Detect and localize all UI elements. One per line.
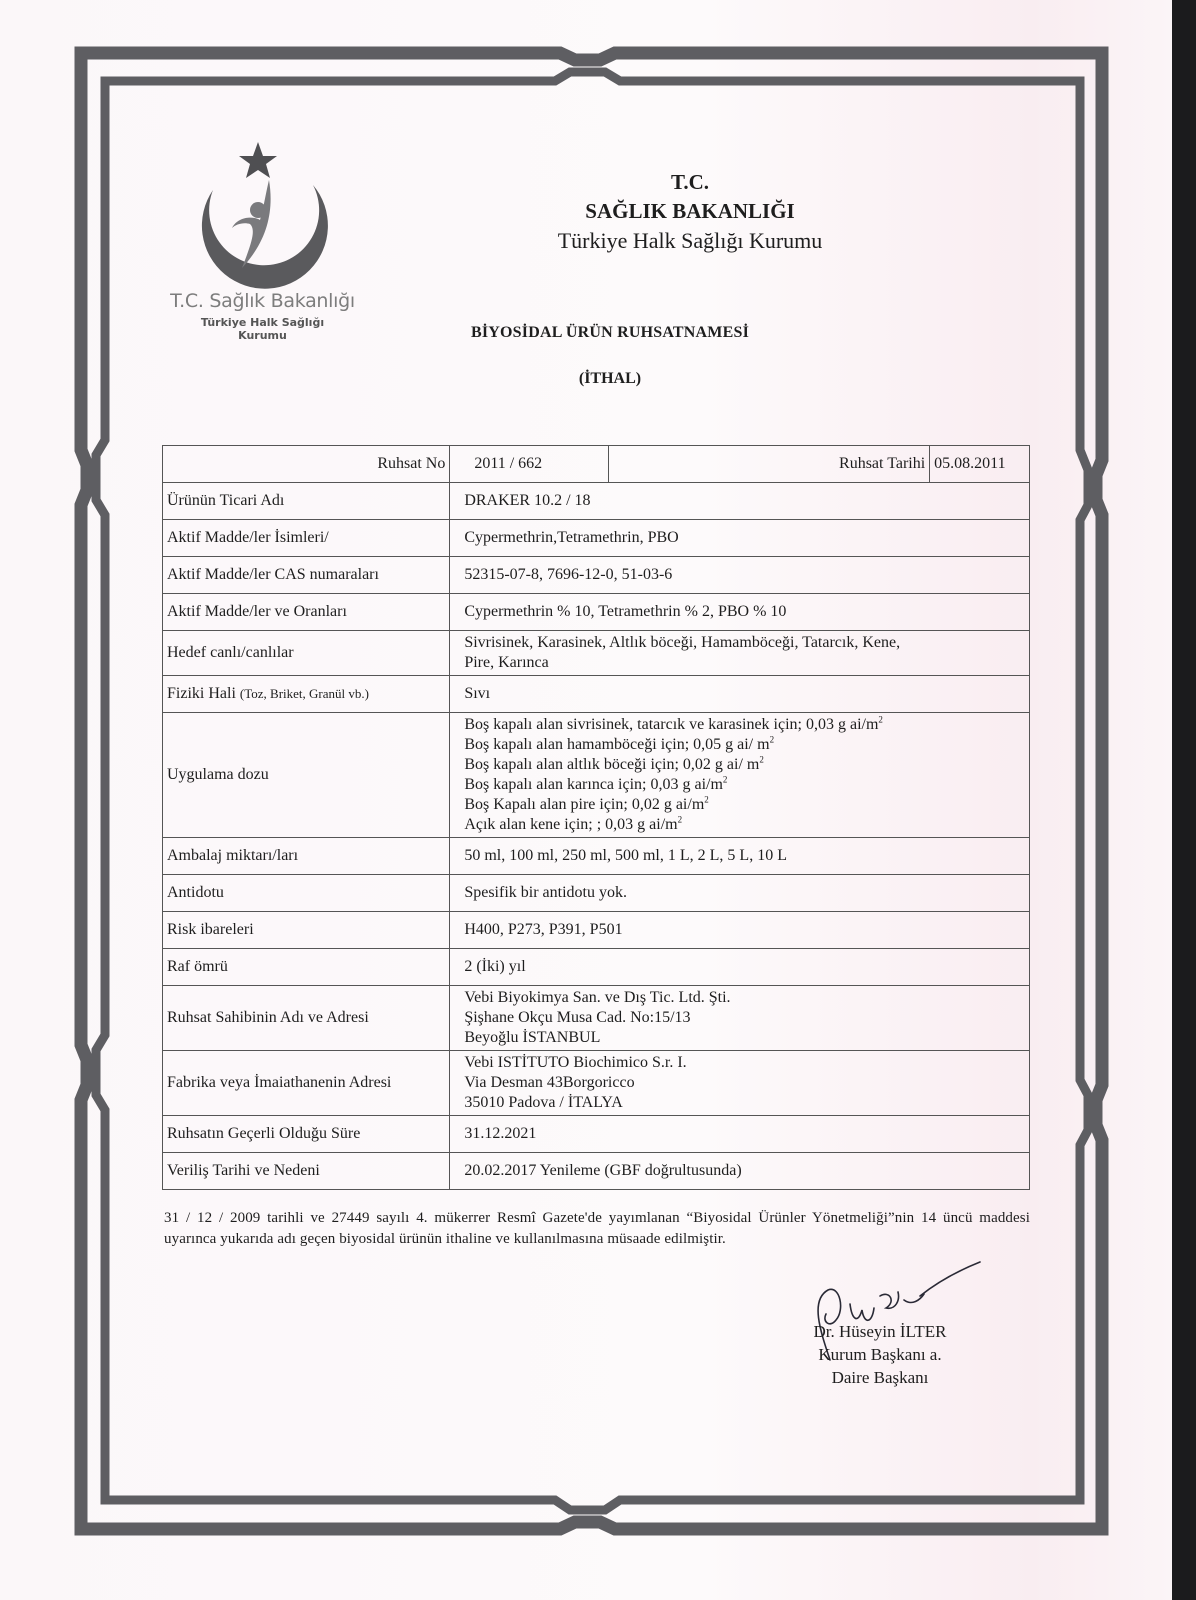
row-value: Cypermethrin % 10, Tetramethrin % 2, PBO % 10	[450, 594, 1030, 631]
approval-statement: 31 / 12 / 2009 tarihli ve 27449 sayılı 4. mükerrer Resmî Gazete'de yayımlanan “Biyosidal Ürünler Yönetmeliği”nin 14 üncü maddesi uyarınca yukarıda adı geçen biyosidal ürünün ithaline ve kullanılmasına müsaade edilmiştir.	[164, 1210, 1030, 1247]
row-value: Cypermethrin,Tetramethrin, PBO	[450, 520, 1030, 557]
row-value: 20.02.2017 Yenileme (GBF doğrultusunda)	[450, 1153, 1030, 1190]
table-row	[163, 676, 1030, 713]
document-subtitle: (İTHAL)	[578, 370, 642, 387]
row-label: Ruhsat Sahibinin Adı ve Adresi	[163, 986, 450, 1051]
row-label: Ruhsatın Geçerli Olduğu Süre	[163, 1116, 450, 1153]
unit-superscript: 2	[677, 814, 683, 825]
table-row	[163, 1116, 1030, 1153]
scan-edge-strip	[1172, 0, 1196, 1600]
row-label	[163, 676, 450, 713]
row-value-line: Pire, Karınca	[464, 654, 549, 671]
dose-text: Boş kapalı alan sivrisinek, tatarcık ve karasinek için; 0,03 g ai/m	[464, 716, 879, 733]
row-value: 50 ml, 100 ml, 250 ml, 500 ml, 1 L, 2 L, 5 L, 10 L	[450, 838, 1030, 875]
table-row	[163, 594, 1030, 631]
license-table	[162, 445, 1030, 1190]
row-label: Aktif Madde/ler CAS numaraları	[163, 557, 450, 594]
row-value-line: Sivrisinek, Karasinek, Altlık böceği, Hamamböceği, Tatarcık, Kene,	[464, 634, 901, 651]
row-label: Ambalaj miktarı/ları	[163, 838, 450, 875]
unit-superscript: 2	[759, 754, 764, 765]
table-row	[163, 875, 1030, 912]
row-value-line: Vebi Biyokimya San. ve Dış Tic. Ltd. Şti.	[464, 989, 731, 1006]
row-value: Sıvı	[450, 676, 1030, 713]
table-row	[163, 631, 1030, 676]
row-label: Aktif Madde/ler ve Oranları	[163, 594, 450, 631]
logo-text-sub-line: Türkiye Halk Sağlığı	[200, 316, 325, 329]
table-row	[163, 520, 1030, 557]
row-value-line: Şişhane Okçu Musa Cad. No:15/13	[464, 1009, 691, 1026]
row-value-line: 35010 Padova / İTALYA	[464, 1094, 623, 1111]
table-row	[163, 713, 1030, 838]
letterhead	[490, 168, 890, 256]
dose-line	[464, 735, 1025, 755]
row-label: Raf ömrü	[163, 949, 450, 986]
row-value: DRAKER 10.2 / 18	[450, 483, 1030, 520]
table-row	[163, 912, 1030, 949]
table-row	[163, 986, 1030, 1051]
signatory-name: Dr. Hüseyin İLTER	[813, 1322, 947, 1341]
unit-superscript: 2	[704, 794, 709, 805]
dose-line	[464, 755, 1025, 775]
dose-text: Boş Kapalı alan pire için; 0,02 g ai/m	[464, 796, 705, 813]
unit-superscript: 2	[769, 734, 775, 745]
license-date-label: Ruhsat Tarihi	[608, 446, 930, 483]
dose-line	[464, 795, 1025, 815]
table-row	[163, 949, 1030, 986]
table-row	[163, 1153, 1030, 1190]
figure-body-icon	[232, 180, 271, 268]
row-value	[450, 631, 1030, 676]
row-label: Hedef canlı/canlılar	[163, 631, 450, 676]
row-label: Ürünün Ticari Adı	[163, 483, 450, 520]
signatory-block	[770, 1320, 990, 1389]
row-value	[450, 1051, 1030, 1116]
license-number-value: 2011 / 662	[450, 446, 608, 483]
row-label: Aktif Madde/ler İsimleri/	[163, 520, 450, 557]
table-row	[163, 483, 1030, 520]
header-tc: T.C.	[670, 170, 710, 194]
dose-text: Boş kapalı alan altlık böceği için; 0,02 g ai/ m	[464, 756, 760, 773]
dose-line	[464, 775, 1025, 795]
row-label: Veriliş Tarihi ve Nedeni	[163, 1153, 450, 1190]
row-value: Spesifik bir antidotu yok.	[450, 875, 1030, 912]
signatory-title: Kurum Başkanı a.	[818, 1345, 942, 1364]
row-label: Uygulama dozu	[163, 713, 450, 838]
license-date-value: 05.08.2011	[930, 446, 1030, 483]
document-title: BİYOSİDAL ÜRÜN RUHSATNAMESİ	[470, 324, 750, 341]
row-value	[450, 713, 1030, 838]
row-label-text: Fiziki Hali	[167, 685, 236, 702]
logo-text-main: T.C. Sağlık Bakanlığı	[170, 290, 355, 312]
table-row	[163, 557, 1030, 594]
dose-line	[464, 815, 1025, 835]
table-row	[163, 1051, 1030, 1116]
table-row	[163, 838, 1030, 875]
row-value: H400, P273, P391, P501	[450, 912, 1030, 949]
row-label: Antidotu	[163, 875, 450, 912]
row-value-line: Via Desman 43Borgoricco	[464, 1074, 635, 1091]
row-value: 31.12.2021	[450, 1116, 1030, 1153]
unit-superscript: 2	[878, 714, 883, 725]
row-label-note: (Toz, Briket, Granül vb.)	[239, 686, 369, 701]
row-value-line: Beyoğlu İSTANBUL	[464, 1029, 601, 1046]
dose-text: Boş kapalı alan karınca için; 0,03 g ai/m	[464, 776, 723, 793]
star-icon	[239, 142, 277, 178]
logo-text-sub-line: Kurumu	[238, 329, 287, 342]
dose-text: Boş kapalı alan hamamböceği için; 0,05 g ai/ m	[464, 736, 770, 753]
row-value: 52315-07-8, 7696-12-0, 51-03-6	[450, 557, 1030, 594]
logo-text-sub	[150, 316, 375, 342]
row-label: Risk ibareleri	[163, 912, 450, 949]
row-label: Fabrika veya İmaiathanenin Adresi	[163, 1051, 450, 1116]
signatory-title: Daire Başkanı	[831, 1368, 929, 1387]
row-value	[450, 986, 1030, 1051]
row-value-line: Vebi ISTİTUTO Biochimico S.r. I.	[464, 1054, 687, 1071]
row-value: 2 (İki) yıl	[450, 949, 1030, 986]
dose-line	[464, 715, 1025, 735]
header-ministry: SAĞLIK BAKANLIĞI	[585, 199, 795, 223]
license-number-label: Ruhsat No	[163, 446, 450, 483]
unit-superscript: 2	[722, 774, 728, 785]
table-row-license-number	[163, 446, 1030, 483]
header-agency: Türkiye Halk Sağlığı Kurumu	[557, 228, 823, 253]
dose-text: Açık alan kene için; ; 0,03 g ai/m	[464, 816, 678, 833]
